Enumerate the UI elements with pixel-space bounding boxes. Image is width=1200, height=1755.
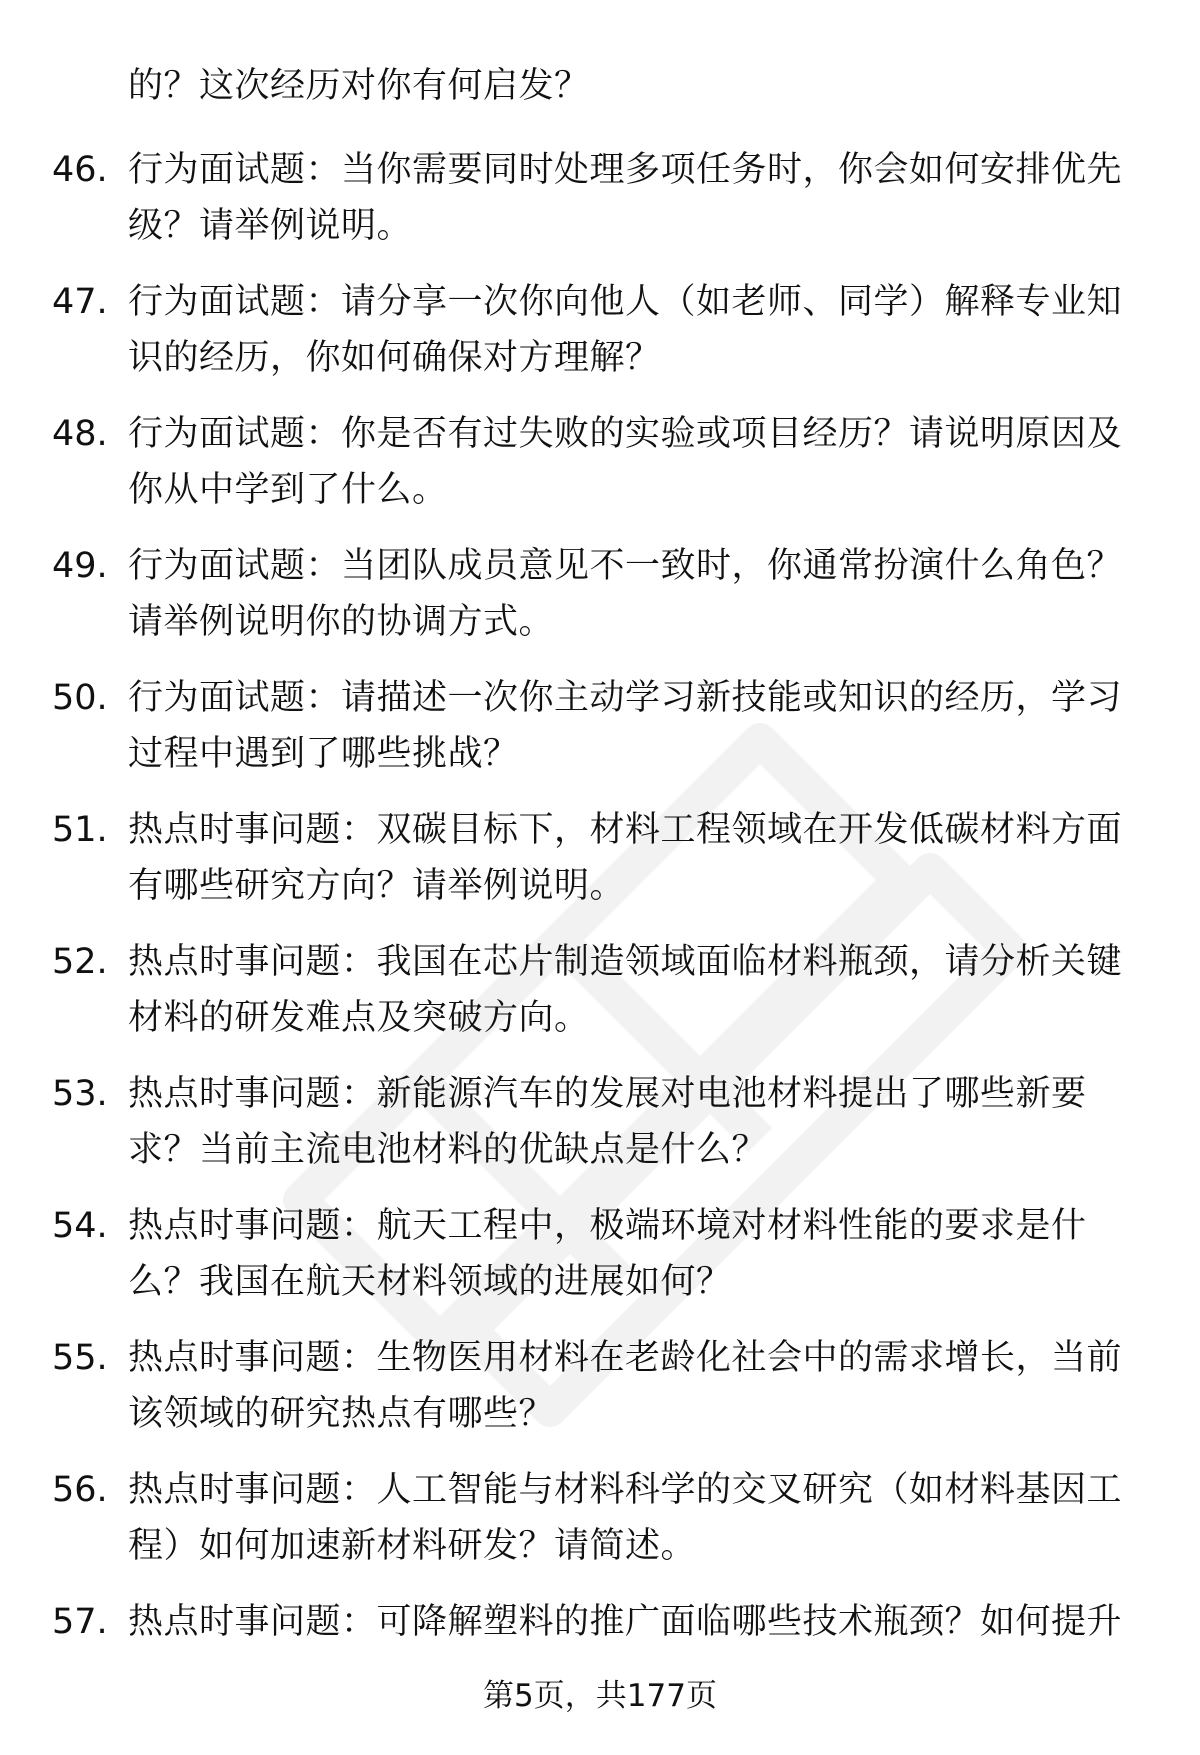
question-text: 热点时事问题：新能源汽车的发展对电池材料提出了哪些新要求？当前主流电池材料的优缺点是什么？: [128, 1074, 1087, 1170]
question-text: 热点时事问题：可降解塑料的推广面临哪些技术瓶颈？如何提升: [128, 1602, 1123, 1642]
list-item: [0, 1066, 1200, 1198]
question-number: 51.: [52, 810, 108, 850]
question-text: 行为面试题：你是否有过失败的实验或项目经历？请说明原因及你从中学到了什么。: [128, 414, 1123, 510]
question-text: 热点时事问题：生物医用材料在老龄化社会中的需求增长，当前该领域的研究热点有哪些？: [128, 1338, 1123, 1434]
question-number: 55.: [52, 1338, 108, 1378]
continued-question-text: 的？这次经历对你有何启发？: [128, 66, 590, 106]
question-text: 热点时事问题：人工智能与材料科学的交叉研究（如材料基因工程）如何加速新材料研发？请简述。: [128, 1470, 1123, 1566]
question-number: 50.: [52, 678, 108, 718]
list-item: [0, 538, 1200, 670]
list-item: [0, 670, 1200, 802]
list-item: [0, 406, 1200, 538]
question-number: 54.: [52, 1206, 108, 1246]
question-number: 56.: [52, 1470, 108, 1510]
list-item: [0, 934, 1200, 1066]
question-list: [0, 142, 1200, 1726]
list-item: [0, 1462, 1200, 1594]
question-number: 48.: [52, 414, 108, 454]
list-item: [0, 142, 1200, 274]
question-number: 53.: [52, 1074, 108, 1114]
question-text: 行为面试题：当团队成员意见不一致时，你通常扮演什么角色？请举例说明你的协调方式。: [128, 546, 1123, 642]
list-item: [0, 802, 1200, 934]
question-number: 57.: [52, 1602, 108, 1642]
question-number: 52.: [52, 942, 108, 982]
list-item: [0, 1198, 1200, 1330]
question-text: 热点时事问题：双碳目标下，材料工程领域在开发低碳材料方面有哪些研究方向？请举例说明。: [128, 810, 1123, 906]
question-text: 行为面试题：请描述一次你主动学习新技能或知识的经历，学习过程中遇到了哪些挑战？: [128, 678, 1123, 774]
question-text: 行为面试题：请分享一次你向他人（如老师、同学）解释专业知识的经历，你如何确保对方理解？: [128, 282, 1123, 378]
list-item: [0, 274, 1200, 406]
page-number-footer: 第5页，共177页: [483, 1678, 717, 1714]
question-number: 46.: [52, 150, 108, 190]
question-text: 行为面试题：当你需要同时处理多项任务时，你会如何安排优先级？请举例说明。: [128, 150, 1123, 246]
question-number: 49.: [52, 546, 108, 586]
question-number: 47.: [52, 282, 108, 322]
question-text: 热点时事问题：航天工程中，极端环境对材料性能的要求是什么？我国在航天材料领域的进展如何？: [128, 1206, 1087, 1302]
list-item: [0, 1330, 1200, 1462]
question-text: 热点时事问题：我国在芯片制造领域面临材料瓶颈，请分析关键材料的研发难点及突破方向。: [128, 942, 1123, 1038]
